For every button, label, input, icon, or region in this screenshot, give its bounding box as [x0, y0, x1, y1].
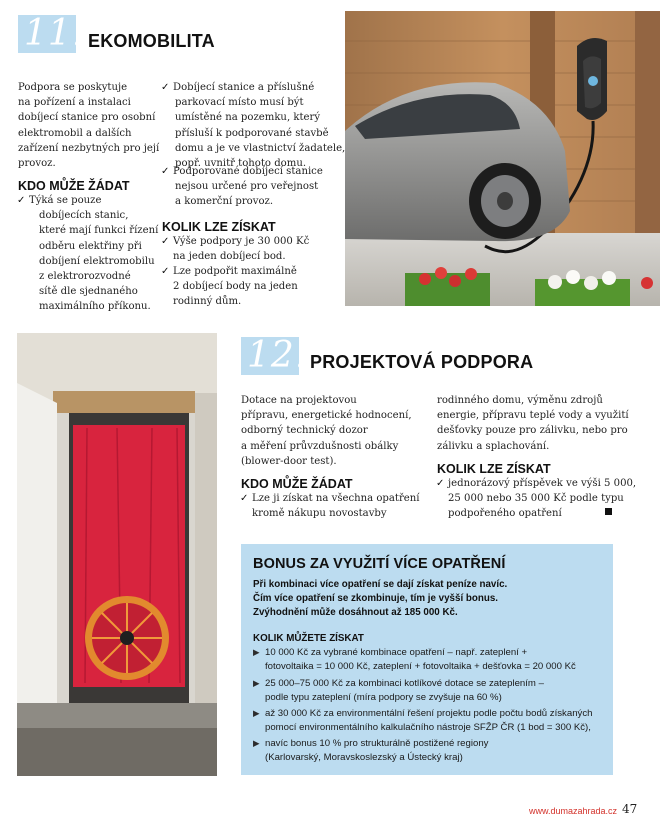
check-icon: ✓ — [436, 478, 445, 489]
check-icon: ✓ — [161, 166, 170, 177]
check-icon: ✓ — [17, 195, 26, 206]
end-of-article-marker — [605, 508, 612, 515]
section11-who-item: ✓ Týká se pouze dobíjecích stanic, které mají funkci řízení odběru elektřiny při dobíjení elektromobilu z elektrorozvodné sítě dle sjednaného maximálního příkonu. — [17, 195, 159, 313]
section11-who-heading: KDO MŮŽE ŽÁDAT — [18, 179, 130, 193]
section-title-ekomobilita: EKOMOBILITA — [88, 31, 215, 51]
triangle-bullet-icon: ▶ — [253, 647, 260, 657]
section11-intro: Podpora se poskytuje na pořízení a instalaci dobíjecí stanice pro osobní elektromobil a dalších zařízení nezbytných pro její provoz. — [18, 82, 160, 170]
ev-charging-photo — [345, 11, 660, 306]
section11-how-much-heading: KOLIK LZE ZÍSKAT — [162, 220, 276, 234]
bonus-box — [241, 544, 613, 775]
check-icon: ✓ — [240, 493, 249, 504]
section11-how-much-item-2: ✓ Lze podpořit maximálně 2 dobíjecí body na jeden rodinný dům. — [161, 266, 298, 308]
section11-condition-2: ✓ Podporované dobíjecí stanice nejsou určené pro veřejnost a komerční provoz. — [161, 166, 323, 208]
bonus-intro: Při kombinaci více opatření se dají získat peníze navíc. Čím více opatření se zkombinuje, tím je vyšší bonus. Zvýhodnění může dosáhnout až 185 000 Kč. — [253, 579, 508, 618]
section12-intro: Dotace na projektovou přípravu, energetické hodnocení, odborný technický dozor a měření průvzdušnosti obálky (blower-door test). — [241, 395, 412, 467]
blower-door-photo — [17, 333, 217, 776]
bonus-title: BONUS ZA VYUŽITÍ VÍCE OPATŘENÍ — [253, 556, 506, 572]
section11-how-much-item-1: ✓ Výše podpory je 30 000 Kč na jeden dobíjecí bod. — [161, 236, 310, 263]
bonus-list-item: ▶ 25 000–75 000 Kč za kombinaci kotlíkové dotace se zateplením – podle typu zateplení (míra podpory se zvyšuje na 60 %) — [253, 678, 544, 703]
section12-intro-continued: rodinného domu, výměnu zdrojů energie, přípravu teplé vody a využití dešťovky pouze pro zálivku, nebo pro zálivku a splachování. — [437, 395, 629, 452]
section12-how-much-heading: KOLIK LZE ZÍSKAT — [437, 462, 551, 476]
check-icon: ✓ — [161, 236, 170, 247]
section-title-projektova-podpora: PROJEKTOVÁ PODPORA — [310, 352, 534, 372]
bonus-list-item: ▶ až 30 000 Kč za environmentální řešení projektu podle počtu bodů získaných pomocí environmentálního kalkulačního nástroje SFŽP ČR (1 bod = 300 Kč), — [253, 708, 593, 733]
section-number-12: 12. — [241, 337, 299, 375]
triangle-bullet-icon: ▶ — [253, 738, 260, 748]
check-icon: ✓ — [161, 266, 170, 277]
triangle-bullet-icon: ▶ — [253, 678, 260, 688]
section12-who-item: ✓ Lze ji získat na všechna opatření kromě nákupu novostavby — [240, 493, 420, 520]
check-icon: ✓ — [161, 82, 170, 93]
section-number-11: 11. — [18, 15, 76, 53]
page-number: 47 — [622, 802, 638, 816]
section12-who-heading: KDO MŮŽE ŽÁDAT — [241, 477, 353, 491]
bonus-list-item: ▶ 10 000 Kč za vybrané kombinace opatření – např. zateplení + fotovoltaika = 10 000 Kč, zateplení + fotovoltaika + dešťovka = 20 000 Kč — [253, 647, 576, 672]
section12-how-much-item: ✓ jednorázový příspěvek ve výši 5 000, 25 000 nebo 35 000 Kč podle typu podpořeného opatření — [436, 478, 637, 520]
section11-condition-1: ✓ Dobíjecí stanice a příslušné parkovací místo musí být umístěné na pozemku, který přísluší k podporované stavbě domu a je ve vlastnictví žadatele, popř. uvnitř tohoto domu. — [161, 82, 346, 170]
footer-website-link[interactable]: www.dumazahrada.cz — [529, 806, 618, 816]
bonus-sub-heading: KOLIK MŮŽETE ZÍSKAT — [253, 633, 364, 644]
triangle-bullet-icon: ▶ — [253, 708, 260, 718]
bonus-list-item: ▶ navíc bonus 10 % pro strukturálně postižené regiony (Karlovarský, Moravskoslezský a Ústecký kraj) — [253, 738, 489, 763]
